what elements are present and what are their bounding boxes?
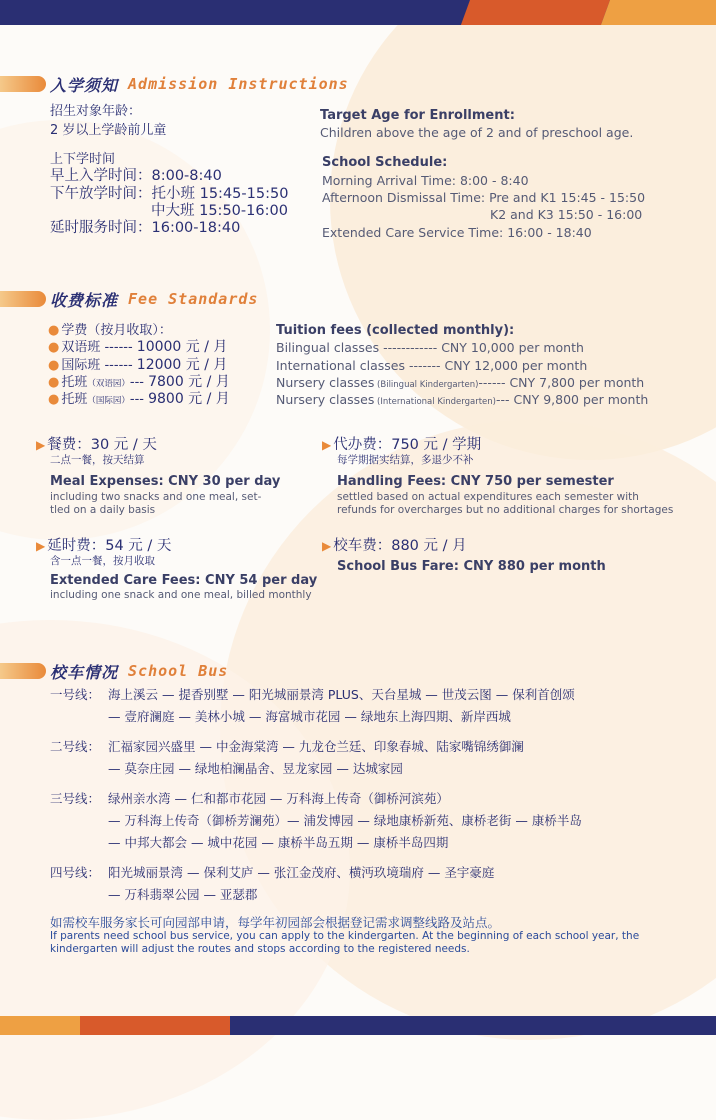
age-en-label: Target Age for Enrollment:: [320, 108, 515, 123]
tuition-zh-price: 10000 元 / 月: [136, 339, 228, 355]
handling-en-note: settled based on actual expenditures each semester with: [337, 491, 639, 503]
admission-title-zh: 入学须知: [50, 75, 119, 95]
busfare-zh-title: [322, 538, 467, 555]
admission-title-en: Admission Instructions: [128, 75, 349, 93]
heading-pill-icon: [0, 291, 46, 307]
tuition-zh-sub: （国际园）: [87, 396, 130, 406]
bus-note-en: kindergarten will adjust the routes and stops according to the registered needs.: [50, 943, 470, 955]
extended-zh-title-text: 延时费：54 元 / 天: [47, 538, 172, 554]
busfare-zh-title-text: 校车费：880 元 / 月: [333, 538, 467, 554]
schedule-zh-line: 延时服务时间：16:00-18:40: [50, 220, 241, 236]
bus-route-2: [50, 736, 582, 780]
heading-pill-icon: [0, 76, 46, 92]
arrow-icon: ▶: [36, 438, 46, 452]
tuition-en-price: CNY 10,000 per month: [441, 340, 584, 355]
tuition-en-name: Nursery classes: [276, 392, 375, 407]
bullet-icon: ●: [48, 358, 60, 373]
tuition-zh-title-text: 学费（按月收取）：: [61, 323, 172, 338]
tuition-zh-name: 托班: [61, 392, 88, 407]
schedule-en-line: Afternoon Dismissal Time: Pre and K1 15:45 - 15:50: [322, 190, 646, 205]
tuition-en-dash: ------------: [379, 340, 442, 355]
route-line: 汇福家园兴盛里 — 中金海棠湾 — 九龙仓兰廷、印象春城、陆家嘴锦绣御澜: [108, 739, 524, 754]
route-line: 绿州亲水湾 — 仁和都市花园 — 万科海上传奇（御桥河滨苑）: [108, 791, 449, 806]
tuition-en-row: [276, 357, 587, 374]
meal-zh-note: 二点一餐，按天结算: [50, 454, 145, 466]
fees-title-en: Fee Standards: [128, 290, 259, 308]
tuition-zh-row: [48, 357, 227, 374]
tuition-en-row: [276, 391, 648, 411]
bus-note-zh: 如需校车服务家长可向园部申请，每学年初园部会根据登记需求调整线路及站点。: [50, 915, 501, 930]
bus-route-1: [50, 684, 582, 728]
tuition-en-sub: (Bilingual Kindergarten): [374, 380, 479, 390]
tuition-zh-title: [48, 322, 172, 339]
route-label: 四号线：: [50, 865, 101, 880]
bullet-icon: ●: [48, 340, 60, 355]
handling-zh-title: [322, 437, 481, 454]
tuition-zh-dash: ---: [129, 375, 149, 390]
tuition-zh-name: 托班: [61, 375, 88, 390]
bullet-icon: ●: [48, 392, 60, 407]
bus-route-3: [50, 788, 582, 854]
tuition-en-name: Bilingual classes: [276, 340, 380, 355]
tuition-en-dash: ------: [478, 375, 510, 390]
tuition-zh-row: [48, 391, 230, 410]
handling-zh-title-text: 代办费：750 元 / 学期: [333, 437, 482, 453]
tuition-zh-dash: ------: [100, 340, 137, 355]
tuition-en-dash: ---: [496, 392, 514, 407]
bus-route-4: [50, 862, 582, 906]
fees-heading: [0, 288, 258, 310]
schedule-zh-title: 上下学时间: [50, 152, 116, 167]
extended-zh-title: [36, 538, 171, 555]
top-bar-yellow-stripe: [601, 0, 716, 25]
schedule-zh-line: 中大班 15:50-16:00: [151, 203, 288, 219]
handling-en-note: refunds for overcharges but no additional charges for shortages: [337, 504, 674, 516]
tuition-zh-name: 国际班: [61, 358, 101, 373]
route-line: — 万科海上传奇（御桥芳澜苑）— 浦发博园 — 绿地康桥新苑、康桥老街 — 康桥半岛: [108, 813, 582, 828]
tuition-zh-name: 双语班: [61, 340, 101, 355]
bus-title-en: School Bus: [128, 662, 229, 680]
bullet-icon: ●: [48, 375, 60, 390]
handling-en-title: Handling Fees: CNY 750 per semester: [337, 474, 614, 489]
arrow-icon: ▶: [36, 539, 46, 553]
tuition-zh-price: 7800 元 / 月: [148, 374, 230, 390]
handling-zh-note: 每学期据实结算，多退少不补: [337, 454, 474, 466]
arrow-icon: ▶: [322, 539, 332, 553]
route-line: — 中邦大都会 — 城中花园 — 康桥半岛五期 — 康桥半岛四期: [108, 835, 449, 850]
route-label: 三号线：: [50, 791, 101, 806]
tuition-zh-dash: ------: [100, 358, 137, 373]
top-color-bar: [0, 0, 716, 25]
schedule-en-line: Extended Care Service Time: 16:00 - 18:40: [322, 225, 592, 240]
meal-en-note: tled on a daily basis: [50, 504, 156, 516]
extended-en-title: Extended Care Fees: CNY 54 per day: [50, 573, 318, 588]
route-line: — 壹府澜庭 — 美林小城 — 海富城市花园 — 绿地东上海四期、新岸西城: [108, 709, 511, 724]
admission-heading: [0, 73, 349, 95]
route-label: 一号线：: [50, 687, 101, 702]
heading-pill-icon: [0, 663, 46, 679]
bus-heading: [0, 660, 228, 682]
tuition-zh-price: 12000 元 / 月: [136, 357, 228, 373]
tuition-en-dash: -------: [405, 358, 445, 373]
schedule-en-line: K2 and K3 15:50 - 16:00: [490, 207, 643, 222]
route-label: 二号线：: [50, 739, 101, 754]
meal-en-title: Meal Expenses: CNY 30 per day: [50, 474, 281, 489]
tuition-en-price: CNY 12,000 per month: [444, 358, 588, 373]
tuition-zh-row: [48, 339, 227, 356]
route-line: — 万科翡翠公园 — 亚瑟郡: [108, 887, 258, 902]
arrow-icon: ▶: [322, 438, 332, 452]
top-bar-orange-stripe: [461, 0, 610, 25]
extended-en-note: including one snack and one meal, billed monthly: [50, 589, 312, 601]
tuition-en-name: Nursery classes: [276, 375, 375, 390]
tuition-en-price: CNY 7,800 per month: [509, 375, 645, 390]
schedule-en-line: Morning Arrival Time: 8:00 - 8:40: [322, 173, 529, 188]
tuition-en-sub: (International Kindergarten): [374, 397, 496, 407]
route-line: 阳光城丽景湾 — 保利艾庐 — 张江金茂府、横沔玖境瑞府 — 圣宇豪庭: [108, 865, 495, 880]
bus-route-list: [50, 684, 582, 906]
schedule-en-title: School Schedule:: [322, 155, 448, 170]
age-zh-value: 2 岁以上学龄前儿童: [50, 123, 167, 138]
busfare-en-title: School Bus Fare: CNY 880 per month: [337, 559, 606, 574]
fees-title-zh: 收费标准: [50, 290, 119, 310]
bullet-icon: ●: [48, 323, 60, 338]
tuition-en-row: [276, 339, 584, 356]
bus-title-zh: 校车情况: [50, 662, 119, 682]
age-en-value: Children above the age of 2 and of preschool age.: [320, 125, 634, 140]
tuition-en-title: Tuition fees (collected monthly):: [276, 323, 515, 338]
tuition-zh-dash: ---: [129, 392, 149, 407]
bottom-bar-yellow-stripe: [0, 1016, 80, 1035]
age-zh-label: 招生对象年龄：: [50, 104, 142, 119]
route-line: — 莫奈庄园 — 绿地柏澜晶舍、昱龙家园 — 达城家园: [108, 761, 403, 776]
schedule-zh-line: 早上入学时间：8:00-8:40: [50, 168, 222, 184]
tuition-en-name: International classes: [276, 358, 405, 373]
meal-en-note: including two snacks and one meal, set-: [50, 491, 262, 503]
route-line: 海上溪云 — 提香别墅 — 阳光城丽景湾 PLUS、天台星城 — 世茂云图 — 保利首创颂: [108, 687, 575, 702]
extended-zh-note: 含一点一餐，按月收取: [50, 555, 155, 567]
tuition-zh-price: 9800 元 / 月: [148, 391, 230, 407]
tuition-zh-sub: （双语园）: [87, 379, 130, 389]
tuition-en-price: CNY 9,800 per month: [513, 392, 649, 407]
bus-note-en: If parents need school bus service, you can apply to the kindergarten. At the beginning of each school year, the: [50, 930, 640, 942]
meal-zh-title-text: 餐费：30 元 / 天: [47, 437, 157, 453]
bottom-color-bar: [0, 1016, 716, 1035]
schedule-zh-line: 下午放学时间：托小班 15:45-15:50: [50, 186, 289, 202]
meal-zh-title: [36, 437, 157, 454]
